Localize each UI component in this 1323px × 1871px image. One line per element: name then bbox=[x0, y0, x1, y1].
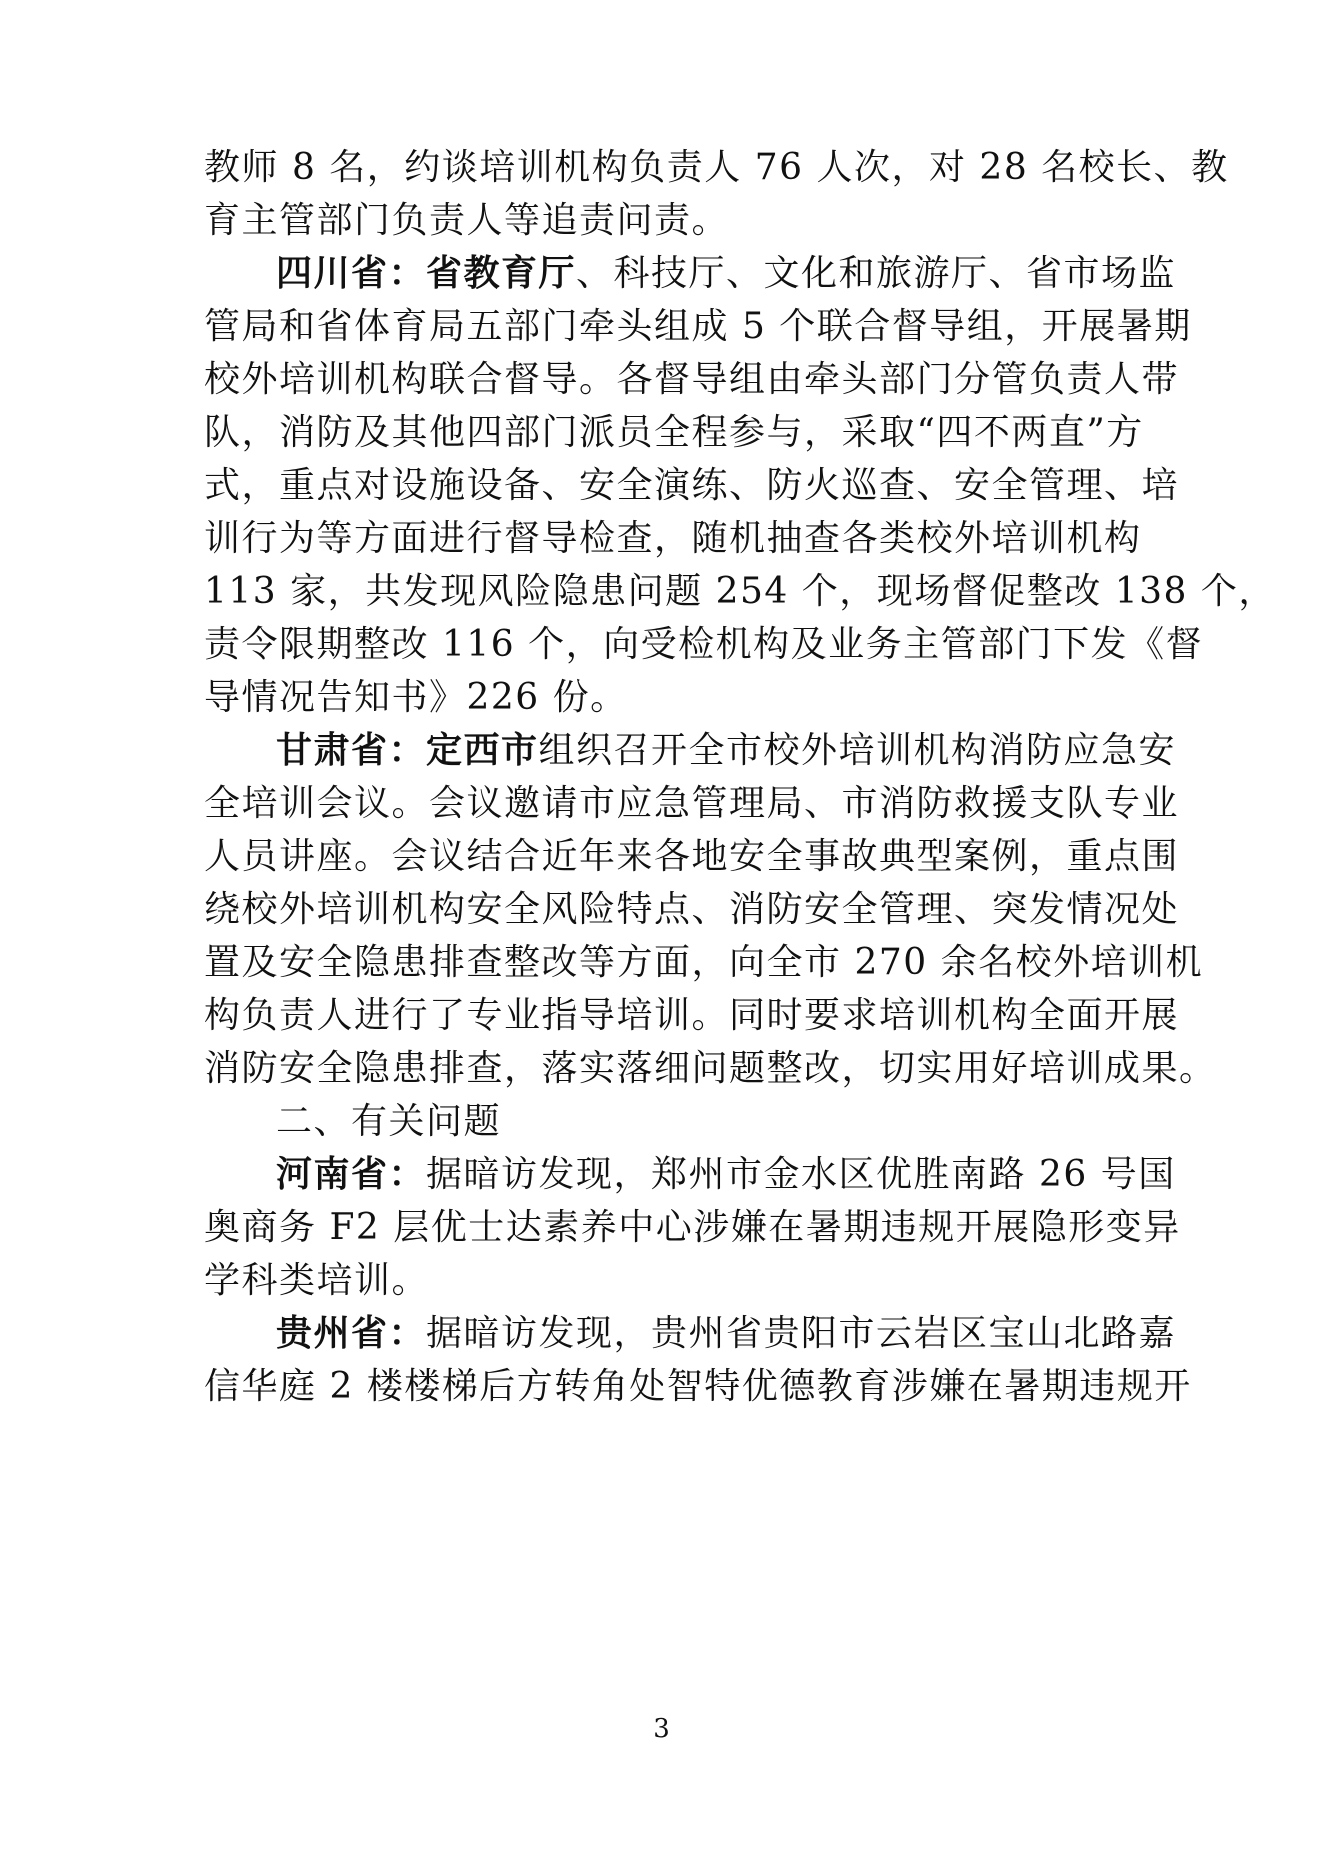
paragraph-line: 校外培训机构联合督导。各督导组由牵头部门分管负责人带 bbox=[204, 359, 1180, 400]
paragraph-line: 113 家，共发现风险隐患问题 254 个，现场督促整改 138 个， bbox=[204, 571, 1276, 612]
paragraph-line: 责令限期整改 116 个，向受检机构及业务主管部门下发《督 bbox=[204, 624, 1204, 665]
paragraph-text: 组织召开全市校外培训机构消防应急安 bbox=[538, 730, 1177, 771]
department-label: 省教育厅 bbox=[426, 253, 577, 294]
paragraph-line: 训行为等方面进行督导检查，随机抽查各类校外培训机构 bbox=[204, 518, 1142, 559]
province-label: 四川省： bbox=[276, 253, 427, 294]
paragraph-first-line bbox=[276, 1153, 1176, 1197]
section-heading: 二、有关问题 bbox=[276, 1101, 502, 1142]
paragraph-line: 育主管部门负责人等追责问责。 bbox=[204, 200, 730, 241]
paragraph-text: 、科技厅、文化和旅游厅、省市场监 bbox=[576, 253, 1177, 294]
paragraph-first-line bbox=[276, 729, 1177, 773]
province-label: 河南省： bbox=[276, 1154, 427, 1195]
paragraph-line: 消防安全隐患排查，落实落细问题整改，切实用好培训成果。 bbox=[204, 1048, 1217, 1089]
paragraph-line: 全培训会议。会议邀请市应急管理局、市消防救援支队专业 bbox=[204, 783, 1180, 824]
paragraph-line: 导情况告知书》226 份。 bbox=[204, 677, 628, 718]
paragraph-first-line bbox=[276, 252, 1177, 296]
paragraph-line: 式，重点对设施设备、安全演练、防火巡查、安全管理、培 bbox=[204, 465, 1180, 506]
paragraph-line: 学科类培训。 bbox=[204, 1260, 430, 1301]
paragraph-text: 据暗访发现，郑州市金水区优胜南路 26 号国 bbox=[426, 1154, 1176, 1195]
paragraph-line: 队，消防及其他四部门派员全程参与，采取“四不两直”方 bbox=[204, 412, 1144, 453]
city-label: 定西市 bbox=[426, 730, 539, 771]
paragraph-first-line bbox=[276, 1312, 1177, 1356]
paragraph-line: 管局和省体育局五部门牵头组成 5 个联合督导组，开展暑期 bbox=[204, 306, 1192, 347]
paragraph-line: 人员讲座。会议结合近年来各地安全事故典型案例，重点围 bbox=[204, 836, 1180, 877]
paragraph-line: 奥商务 F2 层优士达素养中心涉嫌在暑期违规开展隐形变异 bbox=[204, 1207, 1181, 1248]
province-label: 贵州省： bbox=[276, 1313, 427, 1354]
paragraph-line: 绕校外培训机构安全风险特点、消防安全管理、突发情况处 bbox=[204, 889, 1180, 930]
paragraph-line: 信华庭 2 楼楼梯后方转角处智特优德教育涉嫌在暑期违规开 bbox=[204, 1366, 1192, 1407]
paragraph-line: 教师 8 名，约谈培训机构负责人 76 人次，对 28 名校长、教 bbox=[204, 147, 1229, 188]
paragraph-text: 据暗访发现，贵州省贵阳市云岩区宝山北路嘉 bbox=[426, 1313, 1177, 1354]
paragraph-line: 置及安全隐患排查整改等方面，向全市 270 余名校外培训机 bbox=[204, 942, 1204, 983]
province-label: 甘肃省： bbox=[276, 730, 427, 771]
paragraph-line: 构负责人进行了专业指导培训。同时要求培训机构全面开展 bbox=[204, 995, 1180, 1036]
page-number: 3 bbox=[653, 1714, 670, 1744]
